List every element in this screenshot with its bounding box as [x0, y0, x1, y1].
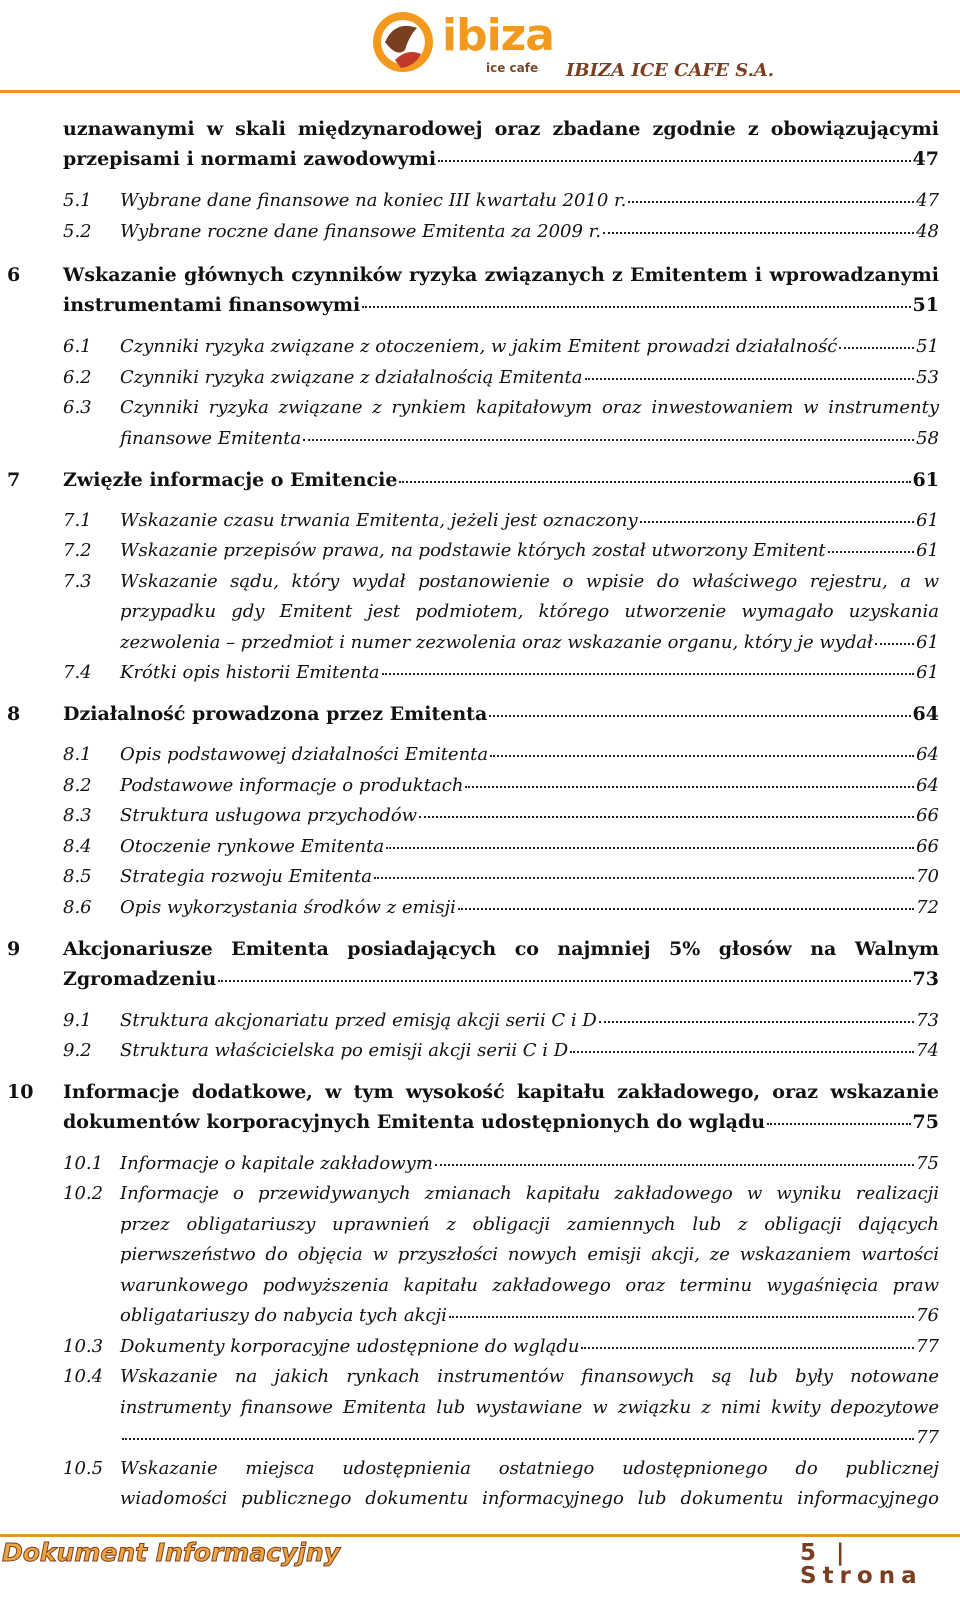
toc-entry-5-1[interactable]: Wybrane dane finansowe na koniec III kwartału 2010 r. 47 [120, 190, 939, 211]
toc-entry-10-3-number: 10.3 [63, 1336, 104, 1357]
dot-leader [490, 755, 914, 757]
brand-name: ibiza [442, 10, 554, 61]
toc-entry-10-1[interactable]: Informacje o kapitale zakładowym 75 [120, 1153, 939, 1174]
toc-entry-8-6[interactable]: Opis wykorzystania środków z emisji 72 [120, 897, 939, 918]
toc-entry-10-1-number: 10.1 [63, 1153, 104, 1174]
toc-entry-10[interactable]: dokumentów korporacyjnych Emitenta udostępnionych do wglądu 75 [63, 1111, 939, 1133]
toc-entry-7-3-line2: przypadku gdy Emitent jest podmiotem, którego utworzenie wymagało uzyskania [120, 601, 939, 622]
toc-entry-10-3[interactable]: Dokumenty korporacyjne udostępnione do wglądu 77 [120, 1336, 939, 1357]
page-header [0, 0, 960, 96]
dot-leader [122, 1438, 914, 1440]
toc-entry-9-2-number: 9.2 [63, 1040, 92, 1061]
dot-leader [628, 201, 914, 203]
toc-entry-8-1-number: 8.1 [63, 744, 92, 765]
page-footer [0, 1534, 960, 1589]
brand-subtitle: ice cafe [486, 61, 539, 75]
toc-entry-8-2-number: 8.2 [63, 775, 92, 796]
dot-leader [386, 847, 914, 849]
dot-leader [362, 306, 910, 308]
toc-entry-7-3-line1: Wskazanie sądu, który wydał postanowienie o wpisie do właściwego rejestru, a w [120, 571, 939, 592]
toc-entry-10-4-number: 10.4 [63, 1366, 104, 1387]
toc-entry-10-5-line2: wiadomości publicznego dokumentu informacyjnego lub dokumentu informacyjnego [120, 1488, 939, 1509]
dot-leader [839, 347, 914, 349]
toc-entry-8-1[interactable]: Opis podstawowej działalności Emitenta 64 [120, 744, 939, 765]
toc-entry-6-3-line1: Czynniki ryzyka związane z rynkiem kapitałowym oraz inwestowaniem w instrumenty [120, 397, 939, 418]
dot-leader [374, 877, 914, 879]
toc-entry-9[interactable]: Zgromadzeniu 73 [63, 968, 939, 990]
toc-entry-7[interactable]: Zwięzłe informacje o Emitencie 61 [63, 469, 939, 491]
toc-entry-6-2-number: 6.2 [63, 367, 92, 388]
toc-entry-10-4-line1: Wskazanie na jakich rynkach instrumentów finansowych są lub były notowane [120, 1366, 939, 1387]
toc-entry-7-2[interactable]: Wskazanie przepisów prawa, na podstawie których został utworzony Emitent 61 [120, 540, 939, 561]
toc-entry-6-3-number: 6.3 [63, 397, 92, 418]
dot-leader [458, 908, 914, 910]
dot-leader [449, 1316, 914, 1318]
toc-entry-10-2-line4: warunkowego podwyższenia kapitału zakładowego oraz terminu wygaśnięcia praw [120, 1275, 939, 1296]
document-title: Dokument Informacyjny [2, 1538, 340, 1567]
toc-entry-6-3[interactable]: finansowe Emitenta 58 [120, 428, 939, 449]
toc-entry-5-1-number: 5.1 [63, 190, 92, 211]
dot-leader [875, 643, 914, 645]
toc-entry-10-line1: Informacje dodatkowe, w tym wysokość kapitału zakładowego, oraz wskazanie [63, 1081, 939, 1103]
toc-entry-7-2-number: 7.2 [63, 540, 92, 561]
toc-entry-10-2-line2: przez obligatariuszy uprawnień z obligacji zamiennych lub z obligacji dających [120, 1214, 939, 1235]
toc-entry-7-4[interactable]: Krótki opis historii Emitenta 61 [120, 662, 939, 683]
toc-entry-10-number: 10 [7, 1081, 34, 1103]
toc-entry-10-4-line2: instrumenty finansowe Emitenta lub wystawiane w związku z nimi kwity depozytowe [120, 1397, 939, 1418]
toc-entry-8-5[interactable]: Strategia rozwoju Emitenta 70 [120, 866, 939, 887]
toc-entry-8-5-number: 8.5 [63, 866, 92, 887]
toc-entry-6-number: 6 [7, 264, 21, 286]
toc-entry-8-3-number: 8.3 [63, 805, 92, 826]
toc-entry-8-2[interactable]: Podstawowe informacje o produktach 64 [120, 775, 939, 796]
dot-leader [382, 673, 915, 675]
toc-entry-7-4-number: 7.4 [63, 662, 92, 683]
toc-entry-8[interactable]: Działalność prowadzona przez Emitenta 64 [63, 703, 939, 725]
dot-leader [489, 715, 910, 717]
toc-entry-10-2-number: 10.2 [63, 1183, 104, 1204]
toc-entry-7-1[interactable]: Wskazanie czasu trwania Emitenta, jeżeli jest oznaczony 61 [120, 510, 939, 531]
toc-entry-6-line1: Wskazanie głównych czynników ryzyka związanych z Emitentem i wprowadzanymi [63, 264, 939, 286]
toc-entry-9-1-number: 9.1 [63, 1010, 92, 1031]
company-name: IBIZA ICE CAFE S.A. [566, 60, 775, 81]
footer-divider [0, 1534, 960, 1537]
toc-entry-10-5-number: 10.5 [63, 1458, 104, 1479]
dot-leader [603, 232, 914, 234]
toc-entry-10-2-line3: pierwszeństwo do objęcia w przyszłości nowych emisji akcji, ze wskazaniem wartości [120, 1244, 939, 1265]
toc-entry-6-1[interactable]: Czynniki ryzyka związane z otoczeniem, w jakim Emitent prowadzi działalność 51 [120, 336, 939, 357]
toc-entry-10-2-line1: Informacje o przewidywanych zmianach kapitału zakładowego w wyniku realizacji [120, 1183, 939, 1204]
dot-leader [585, 378, 915, 380]
toc-entry-5-2[interactable]: Wybrane roczne dane finansowe Emitenta za 2009 r. 48 [120, 221, 939, 242]
toc-entry-10-5-line1: Wskazanie miejsca udostępnienia ostatniego udostępnionego do publicznej [120, 1458, 939, 1479]
dot-leader [438, 160, 910, 162]
toc-entry-9-1[interactable]: Struktura akcjonariatu przed emisją akcji serii C i D 73 [120, 1010, 939, 1031]
toc-entry-7-3[interactable]: zezwolenia – przedmiot i numer zezwolenia oraz wskazanie organu, który je wydał 61 [120, 632, 939, 653]
dot-leader [465, 786, 914, 788]
toc-entry-8-3[interactable]: Struktura usługowa przychodów 66 [120, 805, 939, 826]
toc-entry-6-2[interactable]: Czynniki ryzyka związane z działalnością Emitenta 53 [120, 367, 939, 388]
toc-entry-7-3-number: 7.3 [63, 571, 92, 592]
toc-entry-5-cont-line1: uznawanymi w skali międzynarodowej oraz zbadane zgodnie z obowiązującymi [63, 118, 939, 140]
toc-entry-8-4[interactable]: Otoczenie rynkowe Emitenta 66 [120, 836, 939, 857]
dot-leader [218, 980, 910, 982]
toc-entry-10-4[interactable]: 77 [120, 1427, 939, 1448]
toc-entry-8-6-number: 8.6 [63, 897, 92, 918]
toc-entry-9-line1: Akcjonariusze Emitenta posiadających co najmniej 5% głosów na Walnym [63, 938, 939, 960]
toc-entry-8-4-number: 8.4 [63, 836, 92, 857]
dot-leader [640, 521, 914, 523]
toc-entry-8-number: 8 [7, 703, 21, 725]
toc-entry-5-2-number: 5.2 [63, 221, 92, 242]
toc-entry-6[interactable]: instrumentami finansowymi 51 [63, 294, 939, 316]
dot-leader [599, 1021, 914, 1023]
dot-leader [570, 1051, 914, 1053]
header-divider [0, 90, 960, 93]
dot-leader [828, 551, 915, 553]
toc-entry-9-number: 9 [7, 938, 21, 960]
dot-leader [303, 439, 914, 441]
dot-leader [767, 1123, 911, 1125]
page-number: 5 | Strona [800, 1540, 923, 1589]
toc-entry-6-1-number: 6.1 [63, 336, 92, 357]
toc-entry-7-number: 7 [7, 469, 21, 491]
dot-leader [419, 816, 914, 818]
toc-entry-10-2[interactable]: obligatariuszy do nabycia tych akcji 76 [120, 1305, 939, 1326]
toc-entry-9-2[interactable]: Struktura właścicielska po emisji akcji serii C i D 74 [120, 1040, 939, 1061]
dot-leader [581, 1347, 914, 1349]
dot-leader [399, 481, 910, 483]
toc-entry-5-cont[interactable]: przepisami i normami zawodowymi 47 [63, 148, 939, 170]
toc-entry-7-1-number: 7.1 [63, 510, 92, 531]
dot-leader [435, 1164, 914, 1166]
